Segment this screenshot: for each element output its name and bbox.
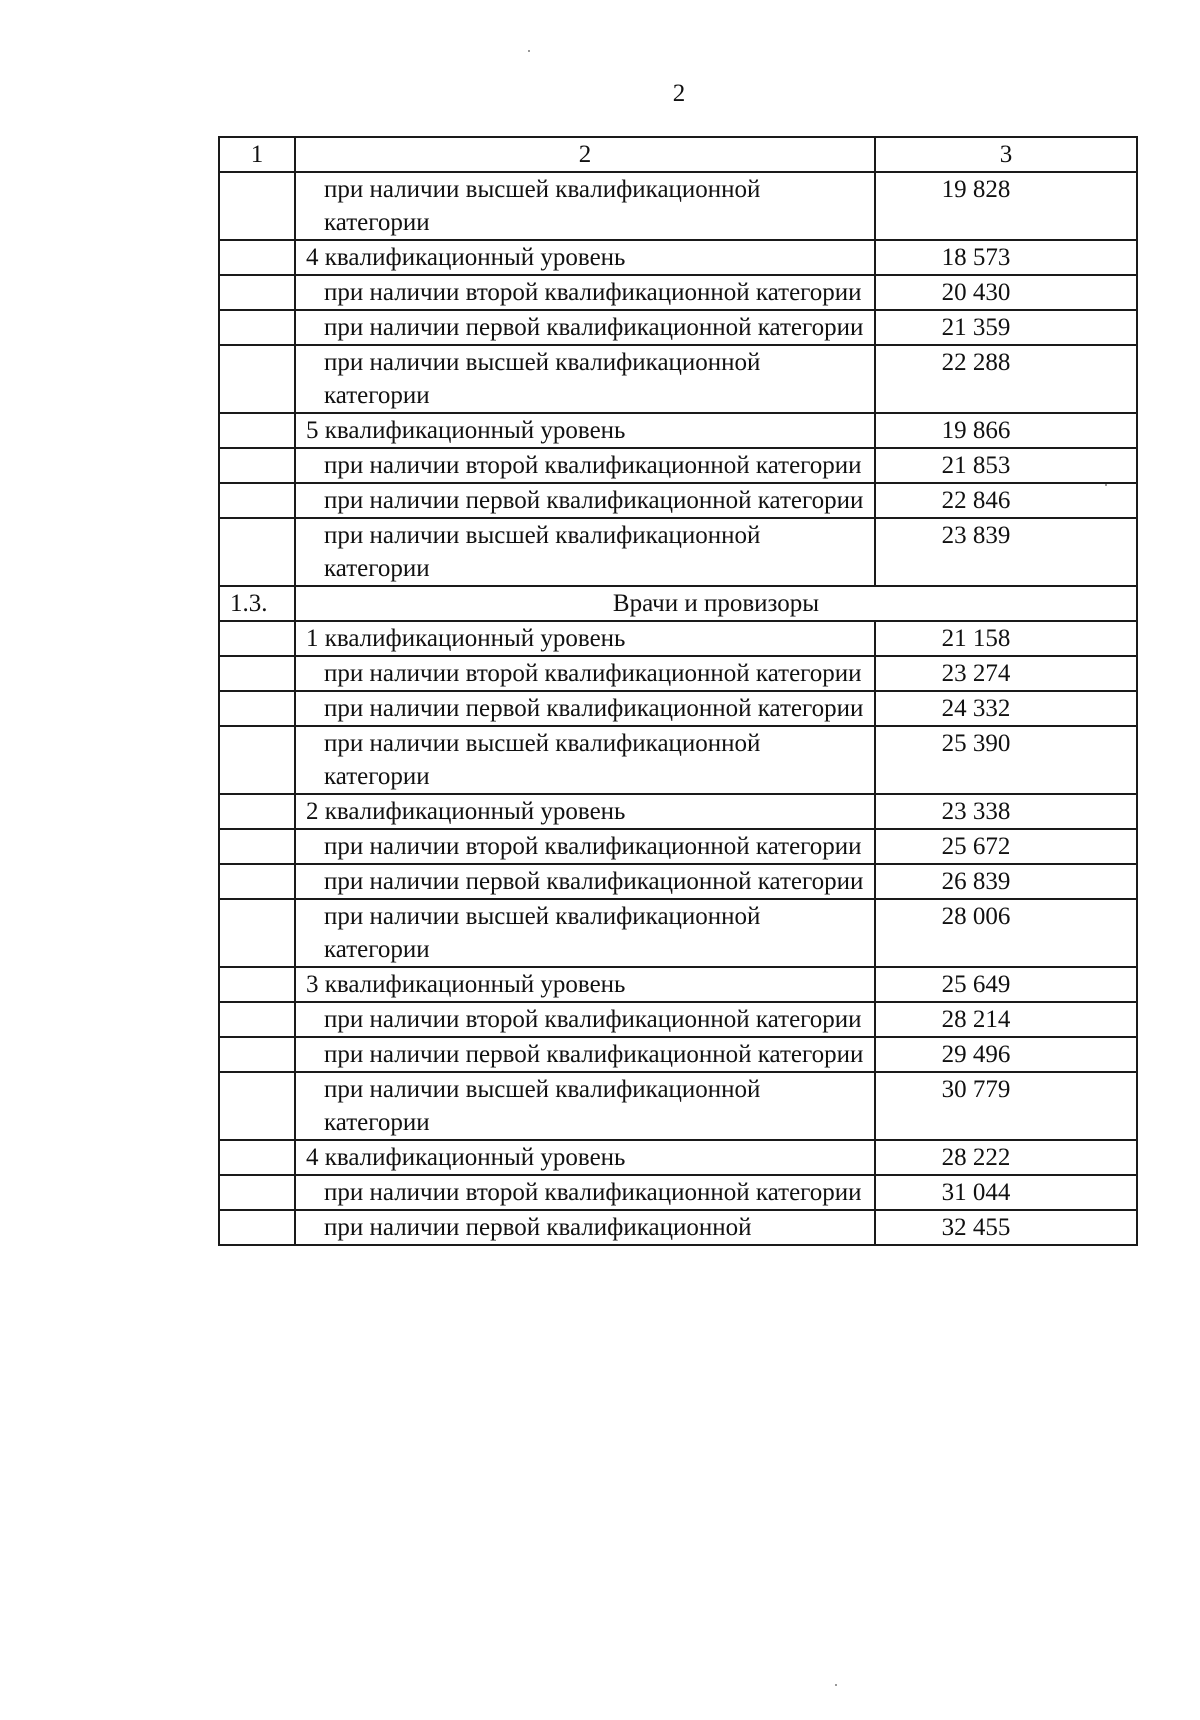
row-number-cell: [219, 413, 295, 448]
table-row: [219, 483, 1137, 518]
table-row: [219, 1072, 1137, 1140]
table-row: [219, 1002, 1137, 1037]
row-number-cell: [219, 794, 295, 829]
row-number-cell: [219, 656, 295, 691]
salary-value: 18 573: [875, 240, 1137, 275]
qualification-level-name: 4 квалификационный уровень: [295, 240, 875, 275]
row-number-cell: [219, 829, 295, 864]
row-number-cell: [219, 240, 295, 275]
salary-value: 21 853: [875, 448, 1137, 483]
salary-value: 21 359: [875, 310, 1137, 345]
table-row: [219, 310, 1137, 345]
row-number-cell: [219, 448, 295, 483]
table-row: [219, 448, 1137, 483]
qualification-category-name: при наличии высшей квалификационной категории: [295, 345, 875, 413]
qualification-category-name: при наличии высшей квалификационной категории: [295, 726, 875, 794]
salary-value: 25 649: [875, 967, 1137, 1002]
level-row: [219, 794, 1137, 829]
salary-value: 23 338: [875, 794, 1137, 829]
level-row: [219, 621, 1137, 656]
level-row: [219, 967, 1137, 1002]
section-number: 1.3.: [219, 586, 295, 621]
salary-value: 24 332: [875, 691, 1137, 726]
row-number-cell: [219, 1037, 295, 1072]
qualification-category-name: при наличии высшей квалификационной категории: [295, 518, 875, 586]
salary-value: 22 846: [875, 483, 1137, 518]
salary-value: 25 672: [875, 829, 1137, 864]
salary-value: 28 222: [875, 1140, 1137, 1175]
table-row: [219, 1037, 1137, 1072]
table-row: [219, 345, 1137, 413]
salary-value: 29 496: [875, 1037, 1137, 1072]
qualification-category-name: при наличии второй квалификационной категории: [295, 275, 875, 310]
table-row: [219, 829, 1137, 864]
salary-value: 23 274: [875, 656, 1137, 691]
header-col-2: 2: [295, 137, 875, 172]
row-number-cell: [219, 726, 295, 794]
qualification-level-name: 4 квалификационный уровень: [295, 1140, 875, 1175]
qualification-category-name: при наличии первой квалификационной: [295, 1210, 875, 1245]
table-row: [219, 275, 1137, 310]
level-row: [219, 413, 1137, 448]
qualification-category-name: при наличии второй квалификационной категории: [295, 656, 875, 691]
qualification-level-name: 5 квалификационный уровень: [295, 413, 875, 448]
qualification-category-name: при наличии первой квалификационной категории: [295, 1037, 875, 1072]
scan-speck: [835, 1684, 837, 1686]
salary-value: 21 158: [875, 621, 1137, 656]
qualification-category-name: при наличии первой квалификационной категории: [295, 691, 875, 726]
row-number-cell: [219, 967, 295, 1002]
qualification-level-name: 3 квалификационный уровень: [295, 967, 875, 1002]
table-row: [219, 1175, 1137, 1210]
salary-value: 20 430: [875, 275, 1137, 310]
table-row: [219, 518, 1137, 586]
salary-value: 28 214: [875, 1002, 1137, 1037]
row-number-cell: [219, 172, 295, 240]
salary-value: 19 866: [875, 413, 1137, 448]
salary-value: 22 288: [875, 345, 1137, 413]
salary-value: 26 839: [875, 864, 1137, 899]
qualification-category-name: при наличии второй квалификационной категории: [295, 1002, 875, 1037]
section-row: [219, 586, 1137, 621]
row-number-cell: [219, 864, 295, 899]
salary-value: 23 839: [875, 518, 1137, 586]
qualification-category-name: при наличии второй квалификационной категории: [295, 829, 875, 864]
header-col-1: 1: [219, 137, 295, 172]
row-number-cell: [219, 1175, 295, 1210]
qualification-category-name: при наличии второй квалификационной категории: [295, 1175, 875, 1210]
salary-value: 19 828: [875, 172, 1137, 240]
row-number-cell: [219, 518, 295, 586]
qualification-category-name: при наличии высшей квалификационной категории: [295, 899, 875, 967]
table-row: [219, 864, 1137, 899]
row-number-cell: [219, 1002, 295, 1037]
page-number: 2: [672, 80, 686, 107]
salary-value: 25 390: [875, 726, 1137, 794]
table-row: [219, 899, 1137, 967]
table-row: [219, 691, 1137, 726]
qualification-level-name: 2 квалификационный уровень: [295, 794, 875, 829]
row-number-cell: [219, 621, 295, 656]
row-number-cell: [219, 1210, 295, 1245]
qualification-category-name: при наличии первой квалификационной категории: [295, 864, 875, 899]
row-number-cell: [219, 899, 295, 967]
salary-value: 31 044: [875, 1175, 1137, 1210]
header-col-3: 3: [875, 137, 1137, 172]
row-number-cell: [219, 310, 295, 345]
scan-speck: [1105, 484, 1107, 486]
qualification-level-name: 1 квалификационный уровень: [295, 621, 875, 656]
table-row: [219, 172, 1137, 240]
salary-table: [218, 136, 1138, 1246]
row-number-cell: [219, 1140, 295, 1175]
salary-value: 28 006: [875, 899, 1137, 967]
salary-value: 30 779: [875, 1072, 1137, 1140]
table-header-row: [219, 137, 1137, 172]
table-row: [219, 1210, 1137, 1245]
qualification-category-name: при наличии высшей квалификационной категории: [295, 172, 875, 240]
row-number-cell: [219, 345, 295, 413]
qualification-category-name: при наличии первой квалификационной категории: [295, 310, 875, 345]
scan-speck: [528, 50, 530, 52]
row-number-cell: [219, 275, 295, 310]
table-body: [219, 137, 1137, 1245]
row-number-cell: [219, 483, 295, 518]
qualification-category-name: при наличии второй квалификационной категории: [295, 448, 875, 483]
table-row: [219, 726, 1137, 794]
row-number-cell: [219, 691, 295, 726]
row-number-cell: [219, 1072, 295, 1140]
qualification-category-name: при наличии высшей квалификационной категории: [295, 1072, 875, 1140]
qualification-category-name: при наличии первой квалификационной категории: [295, 483, 875, 518]
level-row: [219, 1140, 1137, 1175]
salary-value: 32 455: [875, 1210, 1137, 1245]
section-title: Врачи и провизоры: [295, 586, 1137, 621]
table-row: [219, 656, 1137, 691]
level-row: [219, 240, 1137, 275]
